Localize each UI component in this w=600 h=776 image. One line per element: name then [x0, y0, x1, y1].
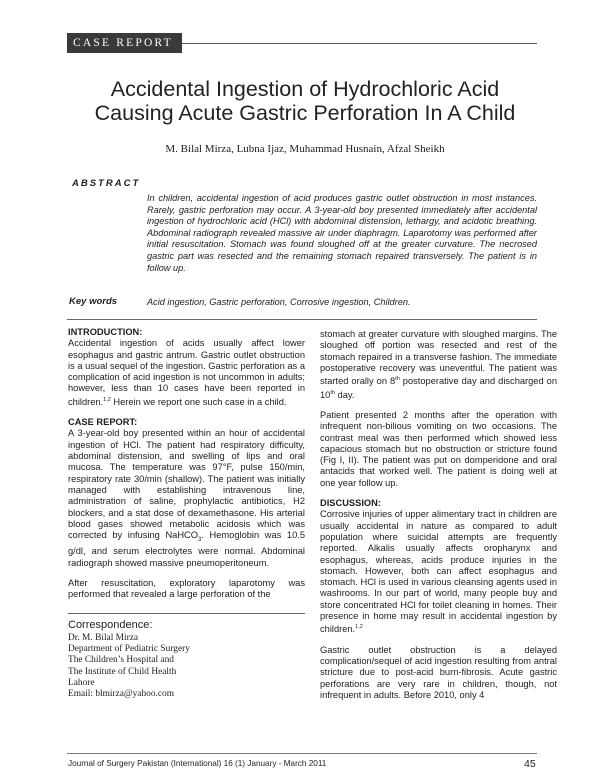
- discussion-text: Corrosive injuries of upper alimentary tract in children are usually accidental in nature as compared to adult population where suicidal attempts are frequently reported. Alkalis usually affects oropharynx and esophagus, whereas, acids produce injuries in the stomach. However, both can affect esophagus and stomach. HCl is used in various cleansing agents used in washrooms. In our part of world, many people buy and store concentrated HCl for toilet cleaning in homes. Their presence in home may result in accidental ingestion by children.: [320, 509, 557, 635]
- footer-rule: [67, 753, 537, 754]
- correspondence-line: Lahore: [68, 677, 95, 688]
- correspondence-rule: [68, 613, 305, 614]
- case-continued-paragraph: [320, 329, 557, 401]
- correspondence-title: Correspondence:: [68, 619, 153, 631]
- p1-c: day.: [334, 389, 355, 400]
- journal-footer: Journal of Surgery Pakistan (International) 16 (1) January - March 2011: [68, 759, 327, 768]
- discussion-heading: DISCUSSION:: [320, 498, 381, 509]
- keywords-heading: Key words: [69, 296, 118, 307]
- intro-text: Accidental ingestion of acids usually affect lower esophagus and gastric antrum. Gastric outlet obstruction is a usual sequel of the ingestion. Gastric perforation as a complication of acid ingestion is not uncommon in adults; however, less than 10 cases have been reported in children.: [68, 338, 305, 407]
- title-line-2: Causing Acute Gastric Perforation In A Child: [94, 101, 516, 125]
- case-text-1: A 3-year-old boy presented within an hour of accidental ingestion of HCl. The patient had respiratory difficulty, abdominal distension, and swelling of lips and oral mucosa. The temperature was 97°F, pulse 150/min, respiratory rate 30/min (shallow). The patient was initially managed with establishing intravenous line, administration of saline, prophylactic antibiotics, H2 blockers, and a stat dose of dexamethasone. His arterial blood gases showed metabolic acidosis which was corrected by infusing NaHCO: [68, 428, 305, 541]
- introduction-heading: INTRODUCTION:: [68, 327, 143, 337]
- follow-up-paragraph: Patient presented 2 months after the operation with infrequent non-bilious vomiting on two occasions. The contrast meal was then performed which showed less capacious stomach but no obstruction or stricture found (Fig I, II). The patient was put on domperidone and oral antacids that worked well. The patient is doing well at one year follow up.: [320, 409, 557, 488]
- section-divider: [67, 319, 537, 320]
- right-column: [320, 329, 557, 710]
- case-subscript: 3: [198, 537, 202, 543]
- correspondence-line: Dr. M. Bilal Mirza: [68, 633, 139, 643]
- superscript-th: th: [330, 389, 335, 396]
- correspondence-email[interactable]: Email: blmirza@yahoo.com: [68, 689, 174, 700]
- case-report-paragraph-2: After resuscitation, exploratory laparotomy was performed that revealed a large perforation of the: [68, 577, 305, 600]
- superscript-th: th: [395, 376, 400, 383]
- abstract-text: In children, accidental ingestion of acid produces gastric outlet obstruction in most instances. Rarely, gastric perforation may occur. A 3-year-old boy presented immediately after accidental ingestion of hydrochloric acid (HCl) with abdominal distension, lethargy, and acidotic breathing. Abdominal radiograph revealed massive air under diaphragm. Laparotomy was performed after initial resuscitation. Stomach was found sloughed off at the greater curvature. The necrosed gastric part was resected and the remaining stomach repaired transversely. The patient is in follow up.: [147, 193, 537, 273]
- correspondence-line: The Institute of Child Health: [68, 666, 177, 677]
- discussion-reference: 1,2: [355, 624, 363, 631]
- page-number: 45: [524, 758, 536, 770]
- p1-b: postoperative day and discharged on 10: [320, 376, 558, 400]
- p1-a: stomach at greater curvature with sloughed margins. The sloughed off portion was resected and rest of the stomach repaired in a transverse fashion. The immediate postoperative recovery was uneventful. The patient was started orally on 8: [320, 329, 557, 387]
- intro-tail: Herein we report one such case in a child.: [110, 396, 287, 407]
- discussion-paragraph-2: Gastric outlet obstruction is a delayed complication/sequel of acid ingestion resulting from antral stricture due to post-acid burn-fibrosis. Acute gastric perforations are very rare in children, though, not infrequent in adults. Before 2010, only 4: [320, 644, 557, 700]
- correspondence-line: The Children’s Hospital and: [68, 655, 174, 666]
- correspondence-block: [68, 619, 305, 700]
- author-list: M. Bilal Mirza, Lubna Ijaz, Muhammad Husnain, Afzal Sheikh: [165, 143, 445, 155]
- discussion-paragraph: [320, 509, 557, 635]
- case-text-2: . Hemoglobin was 10.5 g/dl, and serum electrolytes were normal. Abdominal radiograph showed massive pneumoperitoneum.: [68, 530, 305, 568]
- intro-reference: 1,2: [103, 396, 111, 403]
- section-tag: CASE REPORT: [67, 33, 182, 53]
- abstract-heading: ABSTRACT: [72, 178, 141, 189]
- article-title: [60, 77, 550, 125]
- header-rule: [182, 43, 537, 44]
- introduction-paragraph: [68, 338, 305, 408]
- keywords-text: Acid ingestion, Gastric perforation, Corrosive ingestion, Children.: [147, 297, 411, 307]
- case-report-heading: CASE REPORT:: [68, 417, 138, 428]
- case-report-paragraph: [68, 428, 305, 568]
- correspondence-line: Department of Pediatric Surgery: [68, 644, 190, 655]
- left-column: [68, 327, 305, 609]
- title-line-1: Accidental Ingestion of Hydrochloric Acid: [110, 77, 500, 101]
